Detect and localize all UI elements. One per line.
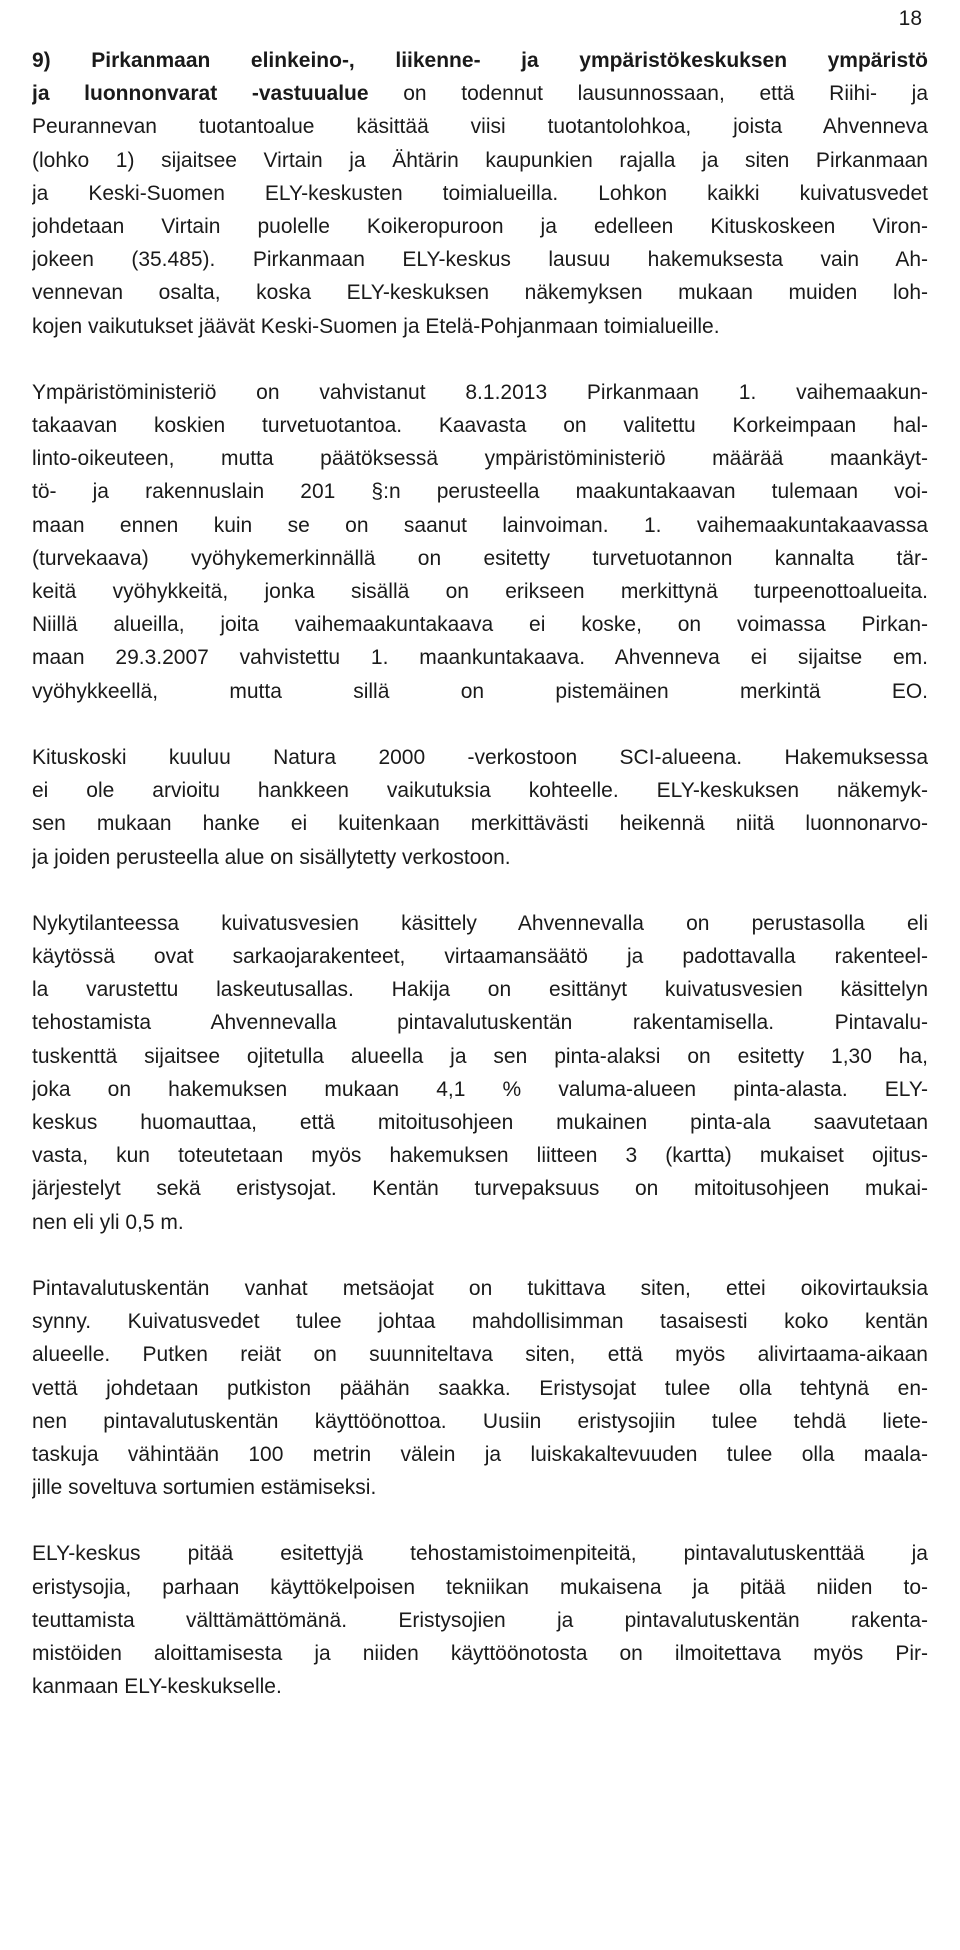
paragraph-line: keskus huomauttaa, että mitoitusohjeen mukainen pinta-ala saavutetaan — [32, 1111, 928, 1134]
paragraph-line: synny. Kuivatusvedet tulee johtaa mahdollisimman tasaisesti koko kentän — [32, 1310, 928, 1334]
paragraph-line: Nykytilanteessa kuivatusvesien käsittely Ahvennevalla on perustasolla eli — [32, 911, 928, 935]
paragraph-line: Pintavalutuskentän vanhat metsäojat on tukittava siten, ettei oikovirtauksia — [32, 1276, 928, 1300]
paragraph-line: nen eli yli 0,5 m. — [32, 1210, 184, 1234]
paragraph-line: linto-oikeuteen, mutta päätöksessä ympäristöministeriö määrää maankäyt- — [32, 447, 928, 471]
paragraph-line: jokeen (35.485). Pirkanmaan ELY-keskus lausuu hakemuksesta vain Ah- — [32, 248, 928, 272]
paragraph-line: ja Keski-Suomen ELY-keskusten toimialueilla. Lohkon kaikki kuivatusvedet — [32, 181, 928, 205]
paragraph-line: tehostamista Ahvennevalla pintavalutuskentän rakentamisella. Pintavalu- — [32, 1011, 928, 1035]
paragraph-drainage — [32, 907, 928, 1239]
paragraph-ely-statement — [32, 44, 928, 343]
paragraph-gap — [32, 708, 928, 741]
paragraph-line: sen mukaan hanke ei kuitenkaan merkittävästi heikennä niitä luonnonarvo- — [32, 812, 928, 836]
paragraph-line: taskuja vähintään 100 metrin välein ja luiskakaltevuuden tulee olla maala- — [32, 1442, 928, 1466]
paragraph-line: eristysojia, parhaan käyttökelpoisen tekniikan mukaisena ja pitää niiden to- — [32, 1575, 928, 1599]
paragraph-line: teuttamista välttämättömänä. Eristysojien ja pintavalutuskentän rakenta- — [32, 1608, 928, 1632]
paragraph-zoning — [32, 376, 928, 708]
paragraph-line: jille soveltuva sortumien estämiseksi. — [32, 1476, 377, 1500]
paragraph-line: maan 29.3.2007 vahvistettu 1. maankuntakaava. Ahvenneva ei sijaitse em. — [32, 646, 928, 670]
paragraph-line: vasta, kun toteutetaan myös hakemuksen liitteen 3 (kartta) mukaiset ojitus- — [32, 1144, 928, 1168]
paragraph-line: tuskenttä sijaitsee ojitetulla alueella ja sen pinta-alaksi on esitetty 1,30 ha, — [32, 1044, 928, 1068]
paragraph-line: ei ole arvioitu hankkeen vaikutuksia kohteelle. ELY-keskuksen näkemyk- — [32, 779, 928, 803]
paragraph-line: ELY-keskus pitää esitettyjä tehostamistoimenpiteitä, pintavalutuskenttää ja — [32, 1542, 928, 1566]
paragraph-line: nen pintavalutuskentän käyttöönottoa. Uusiin eristysojiin tulee tehdä liete- — [32, 1409, 928, 1433]
paragraph-line: Kituskoski kuuluu Natura 2000 -verkostoon SCI-alueena. Hakemuksessa — [32, 745, 928, 769]
paragraph-gap — [32, 1239, 928, 1272]
paragraph-line: maan ennen kuin se on saanut lainvoiman. 1. vaihemaakuntakaavassa — [32, 513, 928, 537]
paragraph-line: kanmaan ELY-keskukselle. — [32, 1675, 282, 1699]
paragraph-line: vennevan osalta, koska ELY-keskuksen näkemyksen mukaan muiden loh- — [32, 281, 928, 305]
paragraph-overland-flow — [32, 1272, 928, 1504]
paragraph-line: joka on hakemuksen mukaan 4,1 % valuma-alueen pinta-alasta. ELY- — [32, 1077, 928, 1101]
document-body — [32, 44, 928, 1703]
paragraph-line: (lohko 1) sijaitsee Virtain ja Ähtärin kaupunkien rajalla ja siten Pirkanmaan — [32, 148, 928, 172]
paragraph-line: ja joiden perusteella alue on sisällytetty verkostoon. — [32, 845, 511, 869]
paragraph-line: keitä vyöhykkeitä, jonka sisällä on erikseen merkittynä turpeenottoalueita. — [32, 580, 928, 603]
line-rest: on todennut lausunnossaan, että Riihi- ja — [368, 82, 928, 106]
paragraph-line: vyöhykkeellä, mutta sillä on pistemäinen merkintä EO. — [32, 679, 928, 703]
paragraph-natura — [32, 741, 928, 874]
paragraph-line: käytössä ovat sarkaojarakenteet, virtaamansäätö ja padottavalla rakenteel- — [32, 945, 928, 969]
paragraph-line: Peurannevan tuotantoalue käsittää viisi tuotantolohkoa, joista Ahvenneva — [32, 115, 928, 139]
paragraph-gap — [32, 874, 928, 907]
paragraph-line: mistöiden aloittamisesta ja niiden käyttöönotosta on ilmoitettava myös Pir- — [32, 1642, 928, 1665]
paragraph-line: johdetaan Virtain puolelle Koikeropuroon ja edelleen Kituskoskeen Viron- — [32, 214, 928, 238]
paragraph-line: 9) Pirkanmaan elinkeino-, liikenne- ja ympäristökeskuksen ympäristö — [32, 49, 928, 72]
paragraph-line: Niillä alueilla, joita vaihemaakuntakaava ei koske, on voimassa Pirkan- — [32, 613, 928, 637]
paragraph-line: la varustettu laskeutusallas. Hakija on esittänyt kuivatusvesien käsittelyn — [32, 978, 928, 1002]
paragraph-line: vettä johdetaan putkiston päähän saakka. Eristysojat tulee olla tehtynä en- — [32, 1376, 928, 1400]
paragraph-line: Ympäristöministeriö on vahvistanut 8.1.2013 Pirkanmaan 1. vaihemaakun- — [32, 380, 928, 404]
bold-heading-fragment: ja luonnonvarat -vastuualue — [32, 82, 369, 106]
paragraph-line: kojen vaikutukset jäävät Keski-Suomen ja Etelä-Pohjanmaan toimialueille. — [32, 314, 720, 338]
paragraph-line: järjestelyt sekä eristysojat. Kentän turvepaksuus on mitoitusohjeen mukai- — [32, 1177, 928, 1201]
paragraph-gap — [32, 1504, 928, 1537]
paragraph-line: takaavan koskien turvetuotantoa. Kaavasta on valitettu Korkeimpaan hal- — [32, 414, 928, 438]
paragraph-line: alueelle. Putken reiät on suunniteltava siten, että myös alivirtaama-aikaan — [32, 1343, 928, 1367]
page-number: 18 — [898, 7, 922, 30]
paragraph-line: (turvekaava) vyöhykemerkinnällä on esitetty turvetuotannon kannalta tär- — [32, 546, 928, 570]
paragraph-gap — [32, 343, 928, 376]
paragraph-ely-conclusion — [32, 1537, 928, 1703]
paragraph-line — [32, 77, 928, 110]
paragraph-line: tö- ja rakennuslain 201 §:n perusteella maakuntakaavan tulemaan voi- — [32, 480, 928, 504]
